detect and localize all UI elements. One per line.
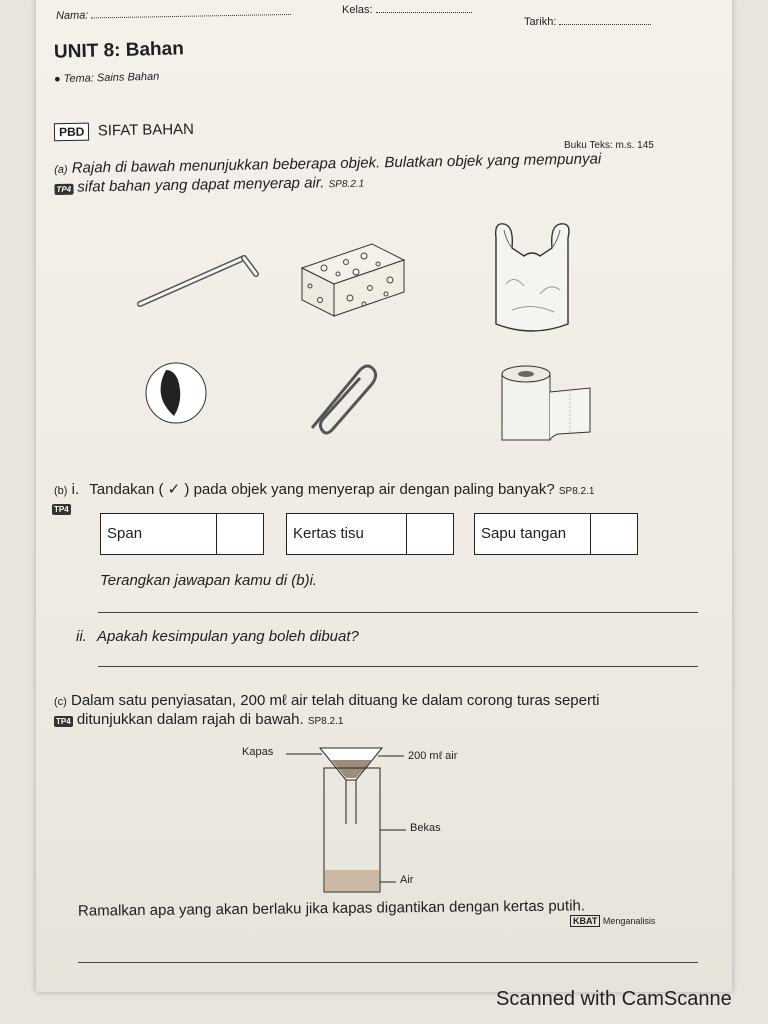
- option-span-checkbox[interactable]: [216, 514, 263, 554]
- question-c-label: (c): [54, 696, 67, 708]
- label-air: Air: [400, 874, 414, 886]
- question-b-ii-text: Apakah kesimpulan yang boleh dibuat?: [97, 628, 359, 645]
- paper-clip-icon[interactable]: [298, 356, 382, 436]
- answer-line-b-ii[interactable]: [98, 666, 698, 667]
- question-c-line2: ditunjukkan dalam rajah di bawah.: [76, 711, 304, 728]
- class-label: Kelas:: [342, 4, 373, 16]
- straw-icon[interactable]: [132, 244, 262, 314]
- option-sapu-tangan-checkbox[interactable]: [590, 514, 637, 554]
- label-bekas: Bekas: [410, 822, 441, 834]
- option-sapu-tangan: [474, 513, 638, 555]
- option-sapu-tangan-label: Sapu tangan: [481, 525, 567, 542]
- tp-badge: TP4: [54, 184, 73, 195]
- sponge-icon[interactable]: [294, 234, 412, 320]
- class-field: [342, 4, 472, 16]
- plastic-bag-icon[interactable]: [484, 214, 582, 342]
- option-kertas-tisu: [286, 513, 454, 555]
- textbook-ref: Buku Teks: m.s. 145: [564, 140, 654, 151]
- date-label: Tarikh:: [524, 16, 557, 28]
- question-b-i: [54, 480, 594, 498]
- roman-i-label: i.: [71, 481, 80, 498]
- kbat-tag: [570, 916, 655, 926]
- scanner-watermark: Scanned with CamScanne: [496, 988, 732, 1010]
- question-b-line: Tandakan ( ✓ ) pada objek yang menyerap air dengan paling banyak?: [89, 481, 555, 498]
- option-kertas-tisu-checkbox[interactable]: [406, 514, 453, 554]
- option-span: [100, 513, 264, 555]
- funnel-diagram: [232, 742, 492, 902]
- name-blank[interactable]: [92, 14, 292, 18]
- question-c: [54, 692, 599, 728]
- date-field: [524, 16, 651, 28]
- option-kertas-tisu-label: Kertas tisu: [293, 525, 364, 542]
- question-a-label: (a): [54, 163, 68, 176]
- unit-title: UNIT 8: Bahan: [53, 38, 185, 63]
- question-a-ref: SP8.2.1: [328, 178, 365, 191]
- name-field: [56, 6, 292, 22]
- section-title: SIFAT BAHAN: [97, 120, 195, 140]
- name-label: Nama:: [55, 9, 89, 23]
- leaf-icon[interactable]: [140, 360, 212, 426]
- explain-prompt: Terangkan jawapan kamu di (b)i.: [100, 572, 318, 589]
- question-a-line2: sifat bahan yang dapat menyerap air.: [77, 174, 325, 196]
- question-b-ref: SP8.2.1: [558, 486, 595, 497]
- option-span-label: Span: [107, 525, 143, 542]
- question-c-line1: Dalam satu penyiasatan, 200 mℓ air telah dituang ke dalam corong turas seperti: [71, 692, 600, 709]
- date-blank[interactable]: [559, 24, 651, 25]
- question-a: [54, 150, 602, 196]
- kbat-badge: KBAT: [570, 915, 600, 927]
- class-blank[interactable]: [376, 12, 472, 13]
- question-b-label: (b): [54, 485, 68, 497]
- predict-prompt: Ramalkan apa yang akan berlaku jika kapas digantikan dengan kertas putih.: [77, 897, 586, 920]
- theme-line: [54, 71, 160, 86]
- section-heading: [54, 121, 194, 141]
- theme-value: Sains Bahan: [96, 70, 160, 85]
- kbat-skill: Menganalisis: [602, 916, 656, 926]
- pbd-badge: PBD: [54, 123, 90, 142]
- question-c-ref: SP8.2.1: [307, 716, 344, 727]
- answer-line-c[interactable]: [78, 962, 698, 963]
- label-air-volume: 200 mℓ air: [408, 750, 458, 762]
- roman-ii-label: ii.: [76, 628, 87, 645]
- bullet-icon: ●: [53, 73, 61, 86]
- question-a-line1: Rajah di bawah menunjukkan beberapa objek. Bulatkan objek yang mempunyai: [71, 150, 602, 177]
- theme-label: Tema:: [63, 72, 95, 86]
- tp-badge-c: TP4: [56, 717, 71, 726]
- tp-badge-b: TP4: [54, 505, 69, 514]
- answer-line-b-i[interactable]: [98, 612, 698, 613]
- label-kapas: Kapas: [242, 746, 274, 758]
- worksheet-page: [36, 0, 732, 992]
- tissue-roll-icon[interactable]: [496, 362, 596, 450]
- question-b-ii: [76, 628, 359, 645]
